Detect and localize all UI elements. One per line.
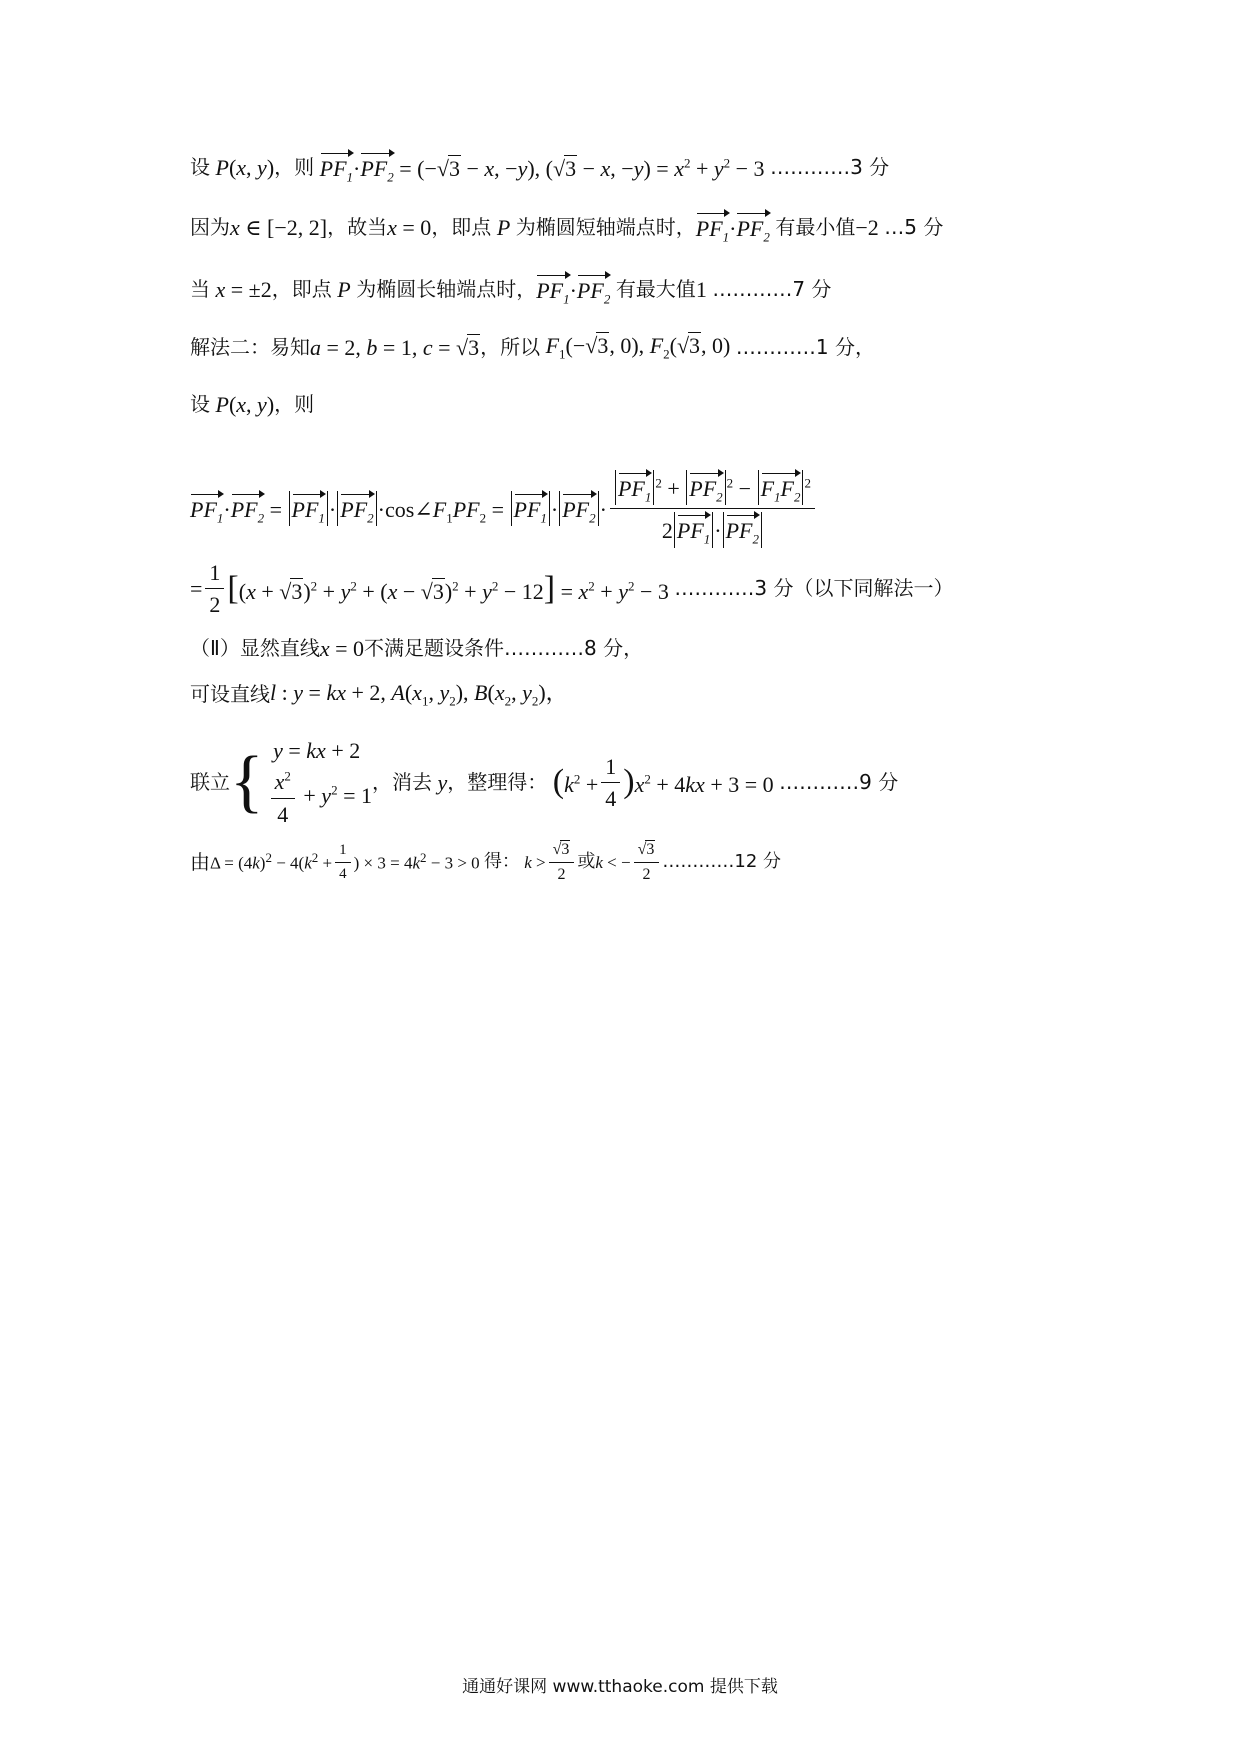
formula: k > [524,852,546,872]
solution-line-11: 由 $\Delta = (4k)^2 - 4(k^2$ + $\frac{1}{4}$ ) × $3 = 4k^2 - 3 > 0$ 得： k > $\frac{√3}{2}$ 或 k < − $\frac{√3}{2}$ …………12 分 [190,841,782,884]
fraction: $\frac{1}{4}$ [335,842,351,884]
formula: P(x, y) [215,155,275,181]
formula: x = 0 [387,215,432,241]
formula: y [437,769,448,795]
solution-line-7: = $\frac{1}{2}$ $[(x + √3)^2 + y^2 + (x - √3)^2 + y^2 - 12] = x^2 + y^2 - 3$ …………3 分（以下同解法一） [190,560,954,618]
formula: $PF_1\cdot PF_2$ [536,272,616,307]
formula: x ∈ [−2, 2] [230,215,328,241]
formula: $PF_1\cdot PF_2 = (-√3 - x$, −y), (√3 − x, $-y) = x^2 + y^2 - 3$ [314,150,770,185]
formula: $PF_1\cdot PF_2$ [696,210,776,245]
solution-line-1: 设 P(x, y) ，则 $PF_1\cdot PF_2 = (-√3 - x$, −y), (√3 − x, $-y) = x^2 + y^2 - 3$ …………3 分 [190,150,889,185]
solution-line-3: 当 x = ±2 ，即点 P 为椭圆长轴端点时， $PF_1\cdot PF_2$ 有最大值 1 …………7 分 [190,272,831,307]
formula: 1 [695,277,713,303]
formula: )$x^2 + 4kx + 3 = 0$ [623,763,780,801]
formula: $F_1(-√3$, 0), $F_2(√3$, 0) [545,333,736,362]
solution-line-8: （Ⅱ）显然直线 x = 0 不满足题设条件…………8 分， [190,636,644,661]
formula: l : y = kx + 2, $A(x_1$, $y_2$), $B(x_2$, $y_2$)， [270,680,568,709]
formula: x = 0 [319,636,365,661]
formula: k < − [595,852,631,872]
formula: P(x, y) [215,392,275,417]
fraction: $\frac{1}{4}$ [601,754,620,812]
equation-system: { y = kx + 2 $\frac{x^2}{4}$ + $y^2 = 1$ [230,738,372,827]
formula: ($k^2$ + [552,763,599,801]
page-footer: 通通好课网 www.tthaoke.com 提供下载 [462,1677,778,1697]
solution-line-9: 可设直线 l : y = kx + 2, $A(x_1$, $y_2$), $B(x_2$, $y_2$)， [190,680,568,709]
formula: a = 2, b = 1, c = √3 [310,335,480,361]
formula: P [337,277,351,303]
formula: = [190,576,203,602]
formula: $PF_1\cdot PF_2 = PF_1 \cdot PF_2$ $\cdot\cos\angle F_1PF_2 = PF_1 \cdot PF_2$ · [190,491,607,526]
fraction: $\frac{PF_1^2 + PF_2^2 - F_1F_2^2}{2 PF_1 \cdot PF_2}$ [610,470,815,548]
formula: $[(x + √3)^2 + y^2 + (x - √3)^2 + y^2 - 12] = x^2 + y^2 - 3$ [227,569,675,607]
fraction: $\frac{1}{2}$ [205,560,224,618]
fraction: $\frac{√3}{2}$ [634,840,660,885]
formula: P [496,215,511,241]
formula: $\Delta = (4k)^2 - 4(k^2$ + [210,850,333,873]
formula: −2 [855,215,885,241]
formula: ) × $3 = 4k^2 - 3 > 0$ [353,850,484,873]
formula: x = ±2 [215,277,272,303]
solution-line-2: 因为 x ∈ [−2, 2] ，故当 x = 0 ，即点 P 为椭圆短轴端点时， $PF_1\cdot PF_2$ 有最小值 −2 …5 分 [190,210,943,245]
solution-line-5: 设 P(x, y) ，则 [190,392,315,417]
solution-line-4: 解法二：易知 a = 2, b = 1, c = √3 ，所以 $F_1(-√3$, 0), $F_2(√3$, 0) …………1 分， [190,333,875,362]
solution-line-10: 联立 { y = kx + 2 $\frac{x^2}{4}$ + $y^2 = 1$ ，消去 y ，整理得： ($k^2$ + $\frac{1}{4}$ )$x^2 + 4kx + 3 = 0$ …………9 分 [190,738,899,827]
fraction: $\frac{√3}{2}$ [549,840,575,885]
solution-line-6 [190,470,818,548]
